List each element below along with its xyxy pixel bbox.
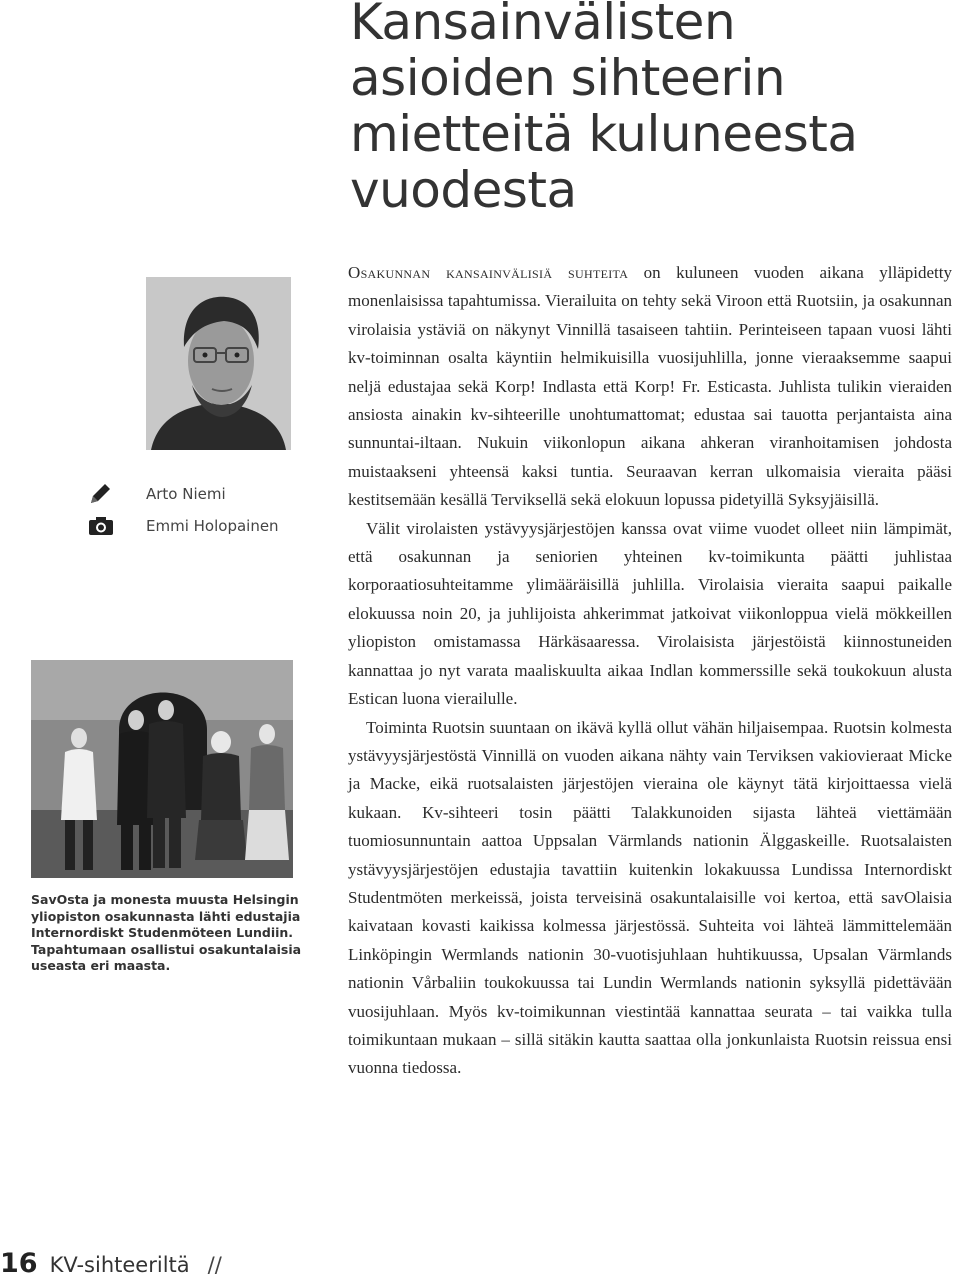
group-photo <box>31 660 293 878</box>
author-name: Arto Niemi <box>146 485 226 503</box>
title-line: mietteitä kuluneesta <box>350 105 858 163</box>
title-line: asioiden sihteerin <box>350 49 786 107</box>
title-line: vuodesta <box>350 161 577 219</box>
footer-separator: // <box>207 1253 222 1277</box>
camera-icon <box>88 515 114 537</box>
pencil-icon <box>88 483 114 505</box>
page-number: 16 <box>0 1248 38 1279</box>
credits <box>88 478 328 542</box>
paragraph-text: on kuluneen vuoden aikana ylläpidetty monenlaisissa tapahtumissa. Vierailuita on tehty sekä Viroon että Ruotsiin, ja osakunnan virolaisia ystäviä on näkynyt Vinnillä tasaiseen tahtiin. Perinteiseen tapaan vuosi lähti kv-toiminnan osalta käyntiin helmikuisilla vuosijuhlilla, jonne vieraaksemme saapui neljä edustajaa sekä Korp! Indlasta että Korp! Fr. Esticasta. Juhlista tulikin vieraiden ansiosta ainakin kv-sihteerille unohtumattomat; edustaa sai tauotta perjantaista aina sunnuntai-iltaan. Nukuin viikonlopun aikana ahkeran viranhoitamisen johdosta muistaakseni yhteensä kaksi tuntia. Seuraavan kerran ulkomaisia vieraita pääsi kestitsemään kesällä Terviksellä sekä elokuun lopussa pidetyillä Syksyjäisillä. <box>348 263 952 510</box>
paragraph: Toiminta Ruotsin suuntaan on ikävä kyllä ollut vähän hiljaisempaa. Ruotsin kolmesta ystävyysjärjestöstä Vinnillä on vuoden aikana nähty vain Terviksen vakiovieraat Micke ja Macke, eikä ruotsalaisten järjestöjen vieraina ole käynyt tätä kirjoittaessa vielä kukaan. Kv-sihteeri tosin päätti Talakkunoiden sijasta lähteä viettämään tuomiosunnuntain aattoa Uppsalan Värmlands nationin Älggaskeille. Ruotsalaisten ystävyysjärjestöjen edustajia tavattiin kuitenkin lokakuussa Lundissa Internordiskt Studentmöten merkeissä, joista terveisinä osakuntalaisille voi kertoa, että savOlaisia kaivataan kovasti kaikissa kolmessa järjestössä. Suhteita voi lähteä lämmittelemään Linköpingin Wermlands nationin 30-vuotisjuhlaan huhtikuussa, Upsalan Värmlands nationin Vårbaliin toukokuussa tai Lundin Wermlands nationin syksyllä pidettävään vuosijuhlaan. Myös kv-toimikunnan viestintää kannattaa seurata – tai vaikka tulla toimikuntaan mukaan – sillä sitäkin kautta saattaa olla jonkunlaista Ruotsin reissua ensi vuonna tiedossa. <box>348 717 952 1078</box>
photo-caption: SavOsta ja monesta muusta Helsingin yliopiston osakunnasta lähti edustajia Internordiskt Studenmöteen Lundiin. Tapahtumaan osallistui osakuntalaisia useasta eri maasta. <box>31 892 302 973</box>
article-title <box>350 0 950 218</box>
portrait-illustration <box>146 277 291 450</box>
photographer-name: Emmi Holopainen <box>146 517 279 535</box>
article-body <box>348 259 952 1083</box>
author-portrait <box>146 277 291 450</box>
photographer-credit <box>88 510 328 542</box>
author-credit <box>88 478 328 510</box>
paragraph: Välit virolaisten ystävyysjärjestöjen kanssa ovat viime vuodet olleet niin lämpimät, että osakunnan ja seniorien yhteinen kv-toimikunta päätti juhlistaa korporaatiosuhteitamme ylimääräisillä juhlilla. Virolaisia vieraita saapui paikalle elokuussa noin 20, ja juhlijoista ahkerimmat jatkoivat viikonloppua vielä mökkeillen yliopiston omistamassa Härkäsaaressa. Virolaisista järjestöistä kiinnostuneiden kannattaa jo nyt varata maaliskuulta aikaa Indlan kommerssille sekä toukokuun alusta Estican luona vierailulle. <box>348 518 952 709</box>
page-footer <box>0 1248 222 1282</box>
section-name: KV-sihteeriltä <box>49 1253 190 1277</box>
lead-in: Osakunnan kansainvälisiä suhteita <box>348 263 629 282</box>
paragraph <box>348 259 952 515</box>
group-photo-illustration <box>31 660 293 878</box>
title-line: Kansainvälisten <box>350 0 736 51</box>
